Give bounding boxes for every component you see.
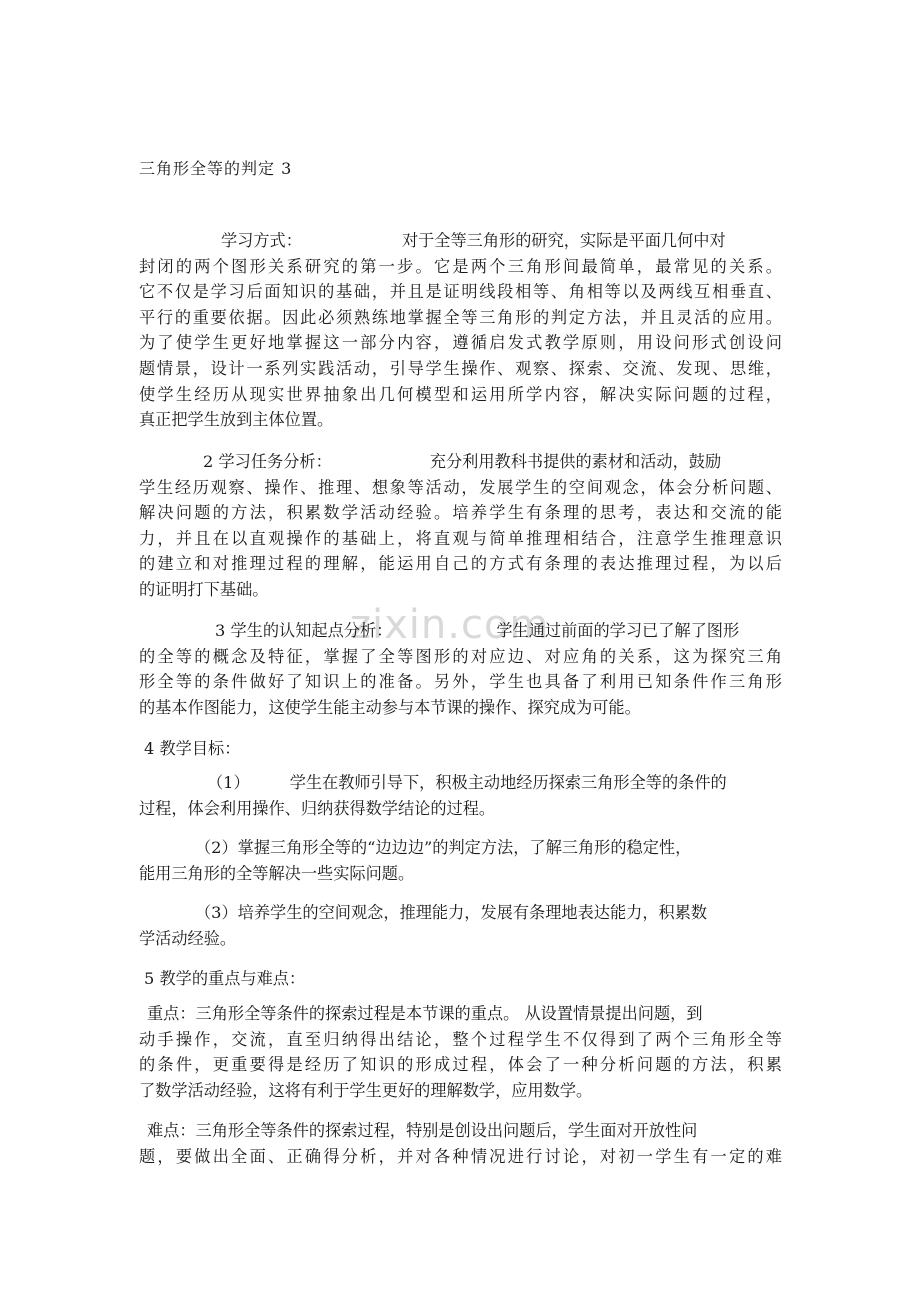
paragraph-line: 平行的重要依据。因此必须熟练地掌握全等三角形的判定方法，并且灵活的应用。 — [139, 307, 782, 327]
paragraph-line: （3）培养学生的空间观念，推理能力，发展有条理地表达能力，积累数 — [195, 903, 708, 922]
paragraph-line: 题，要做出全面、正确得分析，并对各种情况进行讨论，对初一学生有一定的难 — [139, 1146, 782, 1166]
paragraph-line: 过程，体会利用操作、归纳获得数学结论的过程。 — [139, 798, 496, 818]
paragraph-line: 的全等的概念及特征，掌握了全等图形的对应边、对应角的关系，这为探究三角 — [139, 646, 782, 666]
learning-method-first-line — [139, 228, 782, 254]
objective-item-2 — [139, 835, 782, 886]
cognitive-start-heading: 3 学生的认知起点分析： — [215, 621, 393, 640]
objective-item-1 — [139, 770, 782, 821]
paragraph-line: 题情景，设计一系列实践活动，引导学生操作、观察、探索、交流、发现、思维， — [139, 358, 782, 378]
paragraph-line: 形全等的条件做好了知识上的准备。另外，学生也具备了利用已知条件作三角形 — [139, 672, 782, 692]
key-point-paragraph — [139, 1001, 782, 1103]
paragraph-line: 的证明打下基础。 — [139, 579, 269, 599]
cognitive-start-first-line — [139, 618, 782, 644]
task-analysis-section — [139, 449, 782, 603]
key-points-heading-block — [139, 966, 782, 992]
paragraph-line: 它不仅是学习后面知识的基础，并且是证明线段相等、角相等以及两线互相垂直、 — [139, 282, 782, 302]
paragraph-line: （2）掌握三角形全等的“边边边”的判定方法，了解三角形的稳定性， — [195, 838, 692, 857]
paragraph-line: 学生在教师引导下，积极主动地经历探索三角形全等的条件的 — [289, 773, 727, 792]
watermark: zixin.com — [350, 602, 550, 648]
objective-item-1-number: （1） — [207, 773, 250, 792]
paragraph-line: 重点：三角形全等条件的探索过程是本节课的重点。 从设置情景提出问题，到 — [147, 1004, 703, 1023]
paragraph-line: 使学生经历从现实世界抽象出几何模型和运用所学内容，解决实际问题的过程， — [139, 384, 782, 404]
paragraph-line: 封闭的两个图形关系研究的第一步。它是两个三角形间最简单，最常见的关系。 — [139, 256, 782, 276]
learning-method-heading: 学习方式： — [221, 231, 302, 250]
task-analysis-first-line — [139, 449, 782, 475]
objective-item-3 — [139, 900, 782, 951]
paragraph-line: 力，并且在以直观操作的基础上，将直观与简单推理相结合，注意学生推理意识 — [139, 528, 782, 548]
objective-item-1-first-line — [139, 770, 782, 796]
paragraph-line: 充分利用教科书提供的素材和活动，鼓励 — [429, 452, 722, 471]
paragraph-line: 的条件，更重要得是经历了知识的形成过程，体会了一种分析问题的方法，积累 — [139, 1055, 782, 1075]
key-points-heading: 5 教学的重点与难点： — [144, 969, 306, 988]
paragraph-line: 难点：三角形全等条件的探索过程，特别是创设出问题后，学生面对开放性问 — [147, 1121, 698, 1140]
paragraph-line: 为了使学生更好地掌握这一部分内容，遵循启发式教学原则，用设问形式创设问 — [139, 333, 782, 353]
objectives-heading: 4 教学目标： — [144, 739, 241, 758]
paragraph-line: 真正把学生放到主体位置。 — [139, 410, 334, 430]
paragraph-line: 能用三角形的全等解决一些实际问题。 — [139, 863, 415, 883]
paragraph-line: 学活动经验。 — [139, 928, 237, 948]
objectives-heading-block — [139, 736, 782, 762]
paragraph-line: 的建立和对推理过程的理解，能运用自己的方式有条理的表达推理过程，为以后 — [139, 554, 782, 574]
task-analysis-heading: 2 学习任务分析： — [203, 452, 332, 471]
paragraph-line: 了数学活动经验，这将有利于学生更好的理解数学，应用数学。 — [139, 1080, 593, 1100]
paragraph-line: 学生通过前面的学习已了解了图形 — [496, 621, 740, 640]
paragraph-line: 学生经历观察、操作、推理、想象等活动，发展学生的空间观念，体会分析问题、 — [139, 477, 782, 497]
paragraph-line: 的基本作图能力，这使学生能主动参与本节课的操作、探究成为可能。 — [139, 697, 641, 717]
paragraph-line: 动手操作，交流，直至归纳得出结论，整个过程学生不仅得到了两个三角形全等 — [139, 1029, 782, 1049]
paragraph-line: 对于全等三角形的研究，实际是平面几何中对 — [401, 231, 726, 250]
document-title: 三角形全等的判定 3 — [139, 159, 293, 178]
cognitive-start-section — [139, 618, 782, 720]
paragraph-line: 解决问题的方法，积累数学活动经验。培养学生有条理的思考，表达和交流的能 — [139, 503, 782, 523]
difficulty-paragraph — [139, 1118, 782, 1169]
learning-method-section — [139, 228, 782, 433]
